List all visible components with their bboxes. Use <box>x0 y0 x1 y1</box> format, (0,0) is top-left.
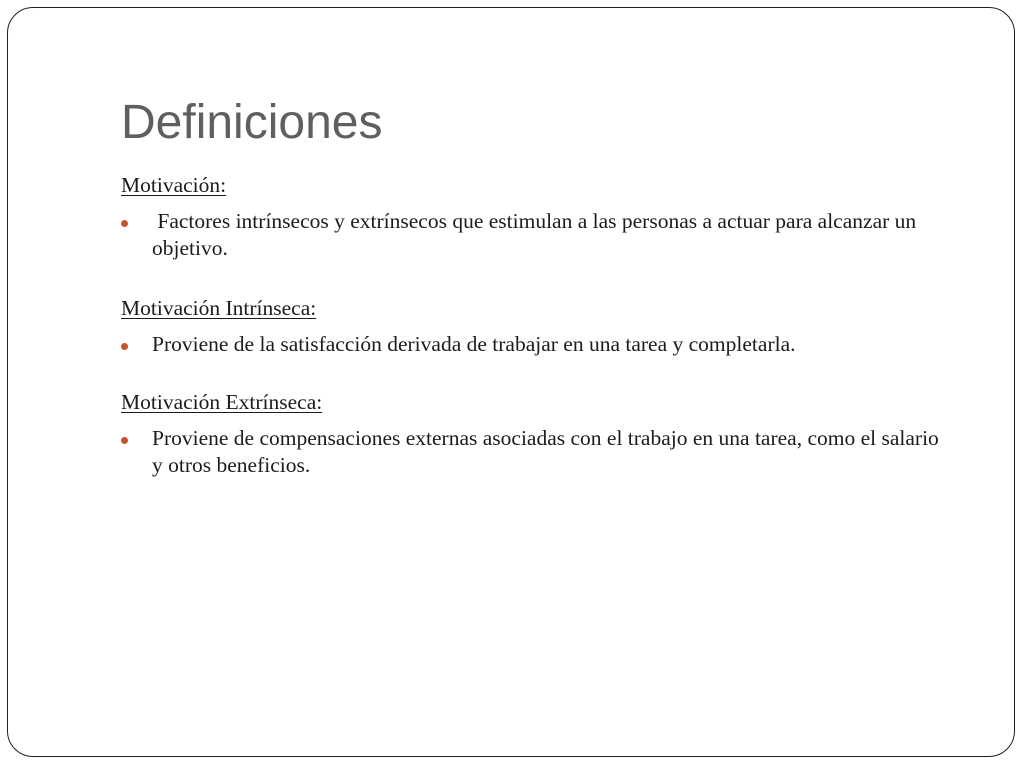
bullet-text-motivacion: Factores intrínsecos y extrínsecos que estimulan a las personas a actuar para alcanzar un objetivo. <box>152 209 922 260</box>
bullet-item-extrinseca <box>121 425 951 479</box>
bullet-item-intrinseca <box>121 331 951 358</box>
slide-frame <box>7 7 1015 757</box>
spacer <box>121 358 951 389</box>
bullet-dot-icon <box>121 437 128 444</box>
section-heading-motivacion: Motivación: <box>121 173 227 197</box>
section-motivacion <box>121 172 951 262</box>
section-motivacion-extrinseca <box>121 389 951 479</box>
bullet-dot-icon <box>121 220 128 227</box>
slide-title: Definiciones <box>121 96 383 149</box>
bullet-item-motivacion <box>121 208 951 262</box>
slide-content <box>121 172 951 479</box>
spacer <box>121 262 951 295</box>
bullet-text-intrinseca: Proviene de la satisfacción derivada de trabajar en una tarea y completarla. <box>152 332 796 356</box>
section-motivacion-intrinseca <box>121 295 951 358</box>
bullet-dot-icon <box>121 343 128 350</box>
bullet-text-extrinseca: Proviene de compensaciones externas asociadas con el trabajo en una tarea, como el salario y otros beneficios. <box>152 426 939 477</box>
section-heading-extrinseca: Motivación Extrínseca: <box>121 390 323 414</box>
section-heading-intrinseca: Motivación Intrínseca: <box>121 296 317 320</box>
